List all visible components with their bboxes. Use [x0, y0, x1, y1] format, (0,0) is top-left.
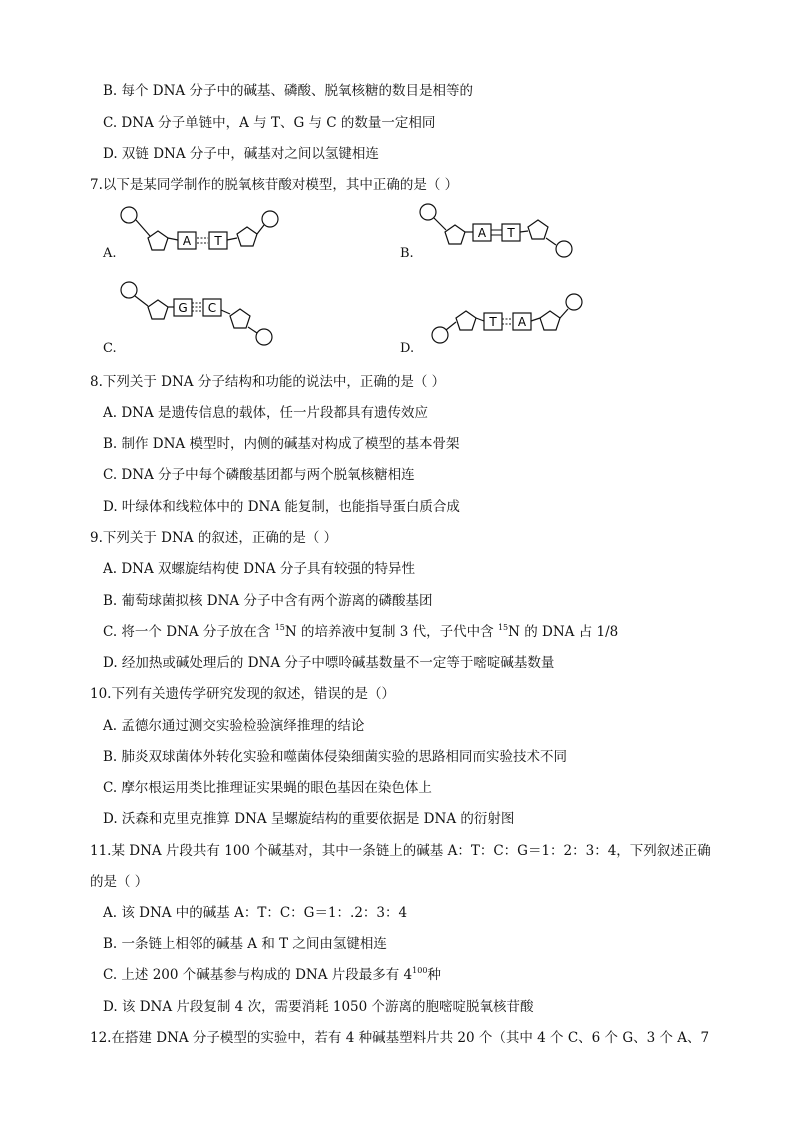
deoxyribose-icon [148, 231, 168, 250]
phosphate-icon [121, 282, 137, 298]
deoxyribose-icon [148, 300, 168, 319]
q10-stem: 10.下列有关遗传学研究发现的叙述，错误的是（） [90, 686, 395, 702]
q7-figure-b-left-base: A [477, 226, 487, 240]
q6-option-c: C. DNA 分子单链中，A 与 T、G 与 C 的数量一定相同 [103, 115, 436, 131]
q11-option-c: C. 上述 200 个碱基参与构成的 DNA 片段最多有 $4^{100}$种 [103, 966, 441, 983]
q8-option-b: B. 制作 DNA 模型时，内侧的碱基对构成了模型的基本骨架 [103, 436, 460, 452]
phosphate-icon [121, 207, 137, 223]
q7-figure-c-label: C. [103, 341, 117, 356]
deoxyribose-icon [540, 311, 560, 330]
q6-option-d: D. 双链 DNA 分子中，碱基对之间以氢键相连 [103, 146, 379, 162]
q7-figure-a-right-base: T [214, 234, 222, 248]
q7-figure-a-label: A. [103, 246, 117, 261]
q8-stem: 8.下列关于 DNA 分子结构和功能的说法中，正确的是（ ） [90, 374, 446, 390]
deoxyribose-icon [445, 225, 465, 244]
q7-figure-b-right-base: T [507, 226, 515, 240]
q11-option-d: D. 该 DNA 片段复制 4 次，需要消耗 1050 个游离的胞嘧啶脱氧核苷酸 [103, 999, 534, 1015]
q9-option-b: B. 葡萄球菌拟核 DNA 分子中含有两个游离的磷酸基团 [103, 593, 433, 609]
phosphate-icon [420, 204, 436, 220]
q7-figure-d [422, 290, 592, 350]
q7-figure-b [418, 203, 588, 261]
q7-figure-c-left-base: G [178, 301, 188, 315]
q9-option-d: D. 经加热或碱处理后的 DNA 分子中嘌呤碱基数量不一定等于嘧啶碱基数量 [103, 655, 555, 671]
q8-option-d: D. 叶绿体和线粒体中的 DNA 能复制，也能指导蛋白质合成 [103, 499, 460, 515]
q10-option-a: A. 孟德尔通过测交实验检验演绎推理的结论 [103, 718, 365, 734]
phosphate-icon [556, 241, 572, 257]
phosphate-icon [566, 294, 582, 310]
q6-option-b: B. 每个 DNA 分子中的碱基、磷酸、脱氧核糖的数目是相等的 [103, 83, 473, 99]
q11-option-b: B. 一条链上相邻的碱基 A 和 T 之间由氢键相连 [103, 936, 387, 952]
q7-figure-c-right-base: C [207, 301, 217, 315]
q7-figure-a [120, 203, 290, 259]
q7-figure-d-left-base: T [489, 315, 497, 329]
q9-option-c: C. 将一个 DNA 分子放在含 $^{15}$N 的培养液中复制 3 代，子代中含 $^{15}$N 的 DNA 占 1/8 [103, 623, 619, 640]
phosphate-icon [256, 329, 272, 345]
phosphate-icon [432, 327, 448, 343]
q11-option-a: A. 该 DNA 中的碱基 A：T：C：G＝1：.2：3：4 [103, 905, 408, 921]
q12-stem: 12.在搭建 DNA 分子模型的实验中，若有 4 种碱基塑料片共 20 个（其中 4 个 C、6 个 G、3 个 A、7 [90, 1030, 710, 1046]
q7-figure-d-label: D. [400, 341, 415, 356]
q8-option-c: C. DNA 分子中每个磷酸基团都与两个脱氧核糖相连 [103, 467, 415, 483]
deoxyribose-icon [456, 311, 476, 330]
q9-option-a: A. DNA 双螺旋结构使 DNA 分子具有较强的特异性 [103, 561, 415, 577]
deoxyribose-icon [230, 309, 250, 328]
q7-figure-b-label: B. [400, 246, 414, 261]
q7-figure-a-left-base: A [182, 234, 192, 248]
q7-stem: 7.以下是某同学制作的脱氧核苷酸对模型，其中正确的是（ ） [90, 177, 459, 193]
q7-figure-d-right-base: A [517, 315, 527, 329]
q11-stem-line-2: 的是（ ） [90, 874, 149, 890]
phosphate-icon [262, 211, 278, 227]
deoxyribose-icon [237, 227, 257, 246]
q10-option-c: C. 摩尔根运用类比推理证实果蝇的眼色基因在染色体上 [103, 780, 432, 796]
q10-option-b: B. 肺炎双球菌体外转化实验和噬菌体侵染细菌实验的思路相同而实验技术不同 [103, 749, 568, 765]
q7-figure-c [118, 280, 288, 352]
q10-option-d: D. 沃森和克里克推算 DNA 呈螺旋结构的重要依据是 DNA 的衍射图 [103, 811, 515, 827]
deoxyribose-icon [528, 220, 548, 239]
q8-option-a: A. DNA 是遗传信息的载体，任一片段都具有遗传效应 [103, 405, 429, 421]
q9-stem: 9.下列关于 DNA 的叙述，正确的是（ ） [90, 530, 338, 546]
q11-stem-line-1: 11.某 DNA 片段共有 100 个碱基对，其中一条链上的碱基 A：T：C：G＝1：2：3：4，下列叙述正确 [90, 843, 711, 859]
